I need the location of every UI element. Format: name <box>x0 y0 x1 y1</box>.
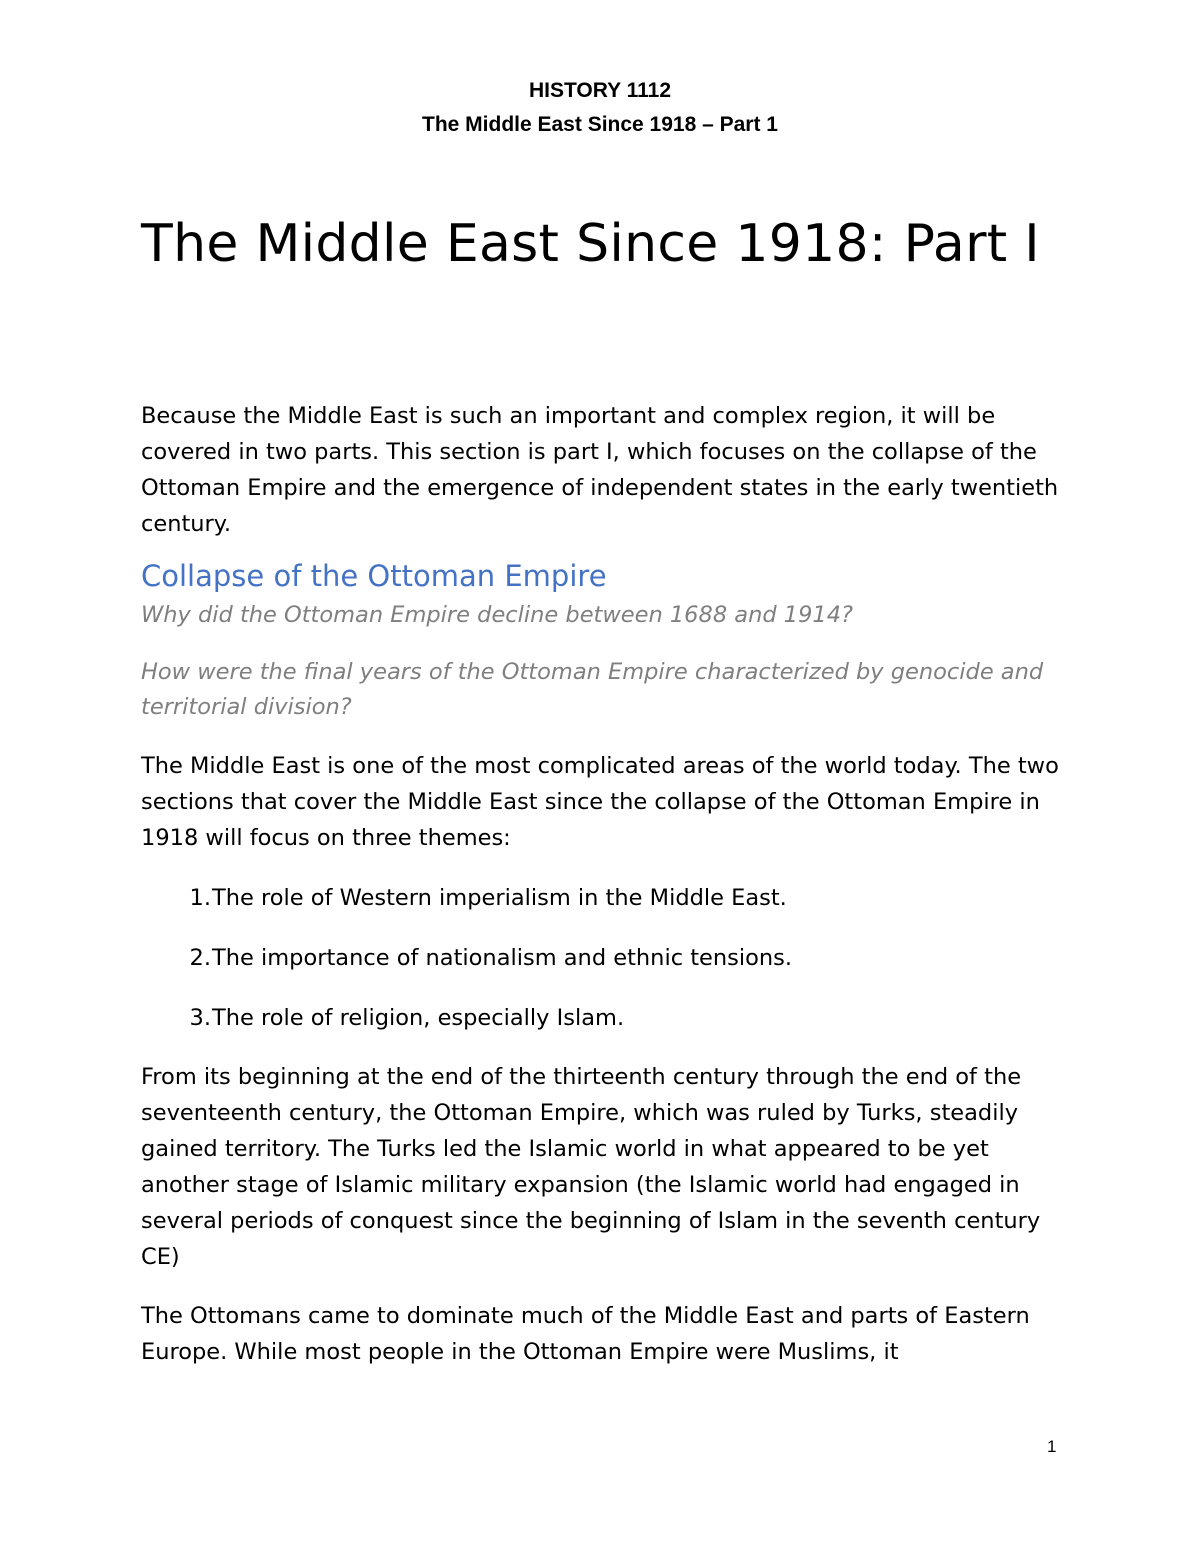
themes-list <box>141 880 1061 1036</box>
document-body <box>141 212 1061 1370</box>
intro-paragraph: Because the Middle East is such an important and complex region, it will be covered in two parts. This section is part I, which focuses on the collapse of the Ottoman Empire and the emergence of independent states in the early twentieth century. <box>141 403 1059 537</box>
list-item <box>141 880 1061 916</box>
header-subtitle: The Middle East Since 1918 – Part 1 <box>422 113 778 136</box>
page-number: 1 <box>1047 1437 1057 1456</box>
history-paragraph: From its beginning at the end of the thirteenth century through the end of the seventeenth century, the Ottoman Empire, which was ruled by Turks, steadily gained territory. The Turks led the Islamic world in what appeared to be yet another stage of Islamic military expansion (the Islamic world had engaged in several periods of conquest since the beginning of Islam in the seventh century CE) <box>141 1064 1041 1270</box>
list-number: 2. <box>189 945 211 971</box>
course-code: HISTORY 1112 <box>528 79 672 102</box>
guiding-question: Why did the Ottoman Empire decline between 1688 and 1914? <box>141 602 853 628</box>
list-item <box>141 1000 1061 1036</box>
themes-intro-paragraph: The Middle East is one of the most complicated areas of the world today. The two sections that cover the Middle East since the collapse of the Ottoman Empire in 1918 will focus on three themes: <box>141 753 1059 851</box>
list-item-text: The role of religion, especially Islam. <box>212 1005 625 1031</box>
ottomans-paragraph: The Ottomans came to dominate much of the Middle East and parts of Eastern Europe. While most people in the Ottoman Empire were Muslims, it <box>141 1303 1030 1365</box>
document-title: The Middle East Since 1918: Part I <box>141 214 1040 274</box>
page-header <box>0 74 1200 142</box>
list-item <box>141 940 1061 976</box>
list-item-text: The importance of nationalism and ethnic tensions. <box>212 945 793 971</box>
list-number: 1. <box>189 885 211 911</box>
guiding-question: How were the final years of the Ottoman Empire characterized by genocide and territorial division? <box>141 659 1044 720</box>
list-number: 3. <box>189 1005 211 1031</box>
section-heading: Collapse of the Ottoman Empire <box>141 559 607 593</box>
list-item-text: The role of Western imperialism in the Middle East. <box>212 885 787 911</box>
